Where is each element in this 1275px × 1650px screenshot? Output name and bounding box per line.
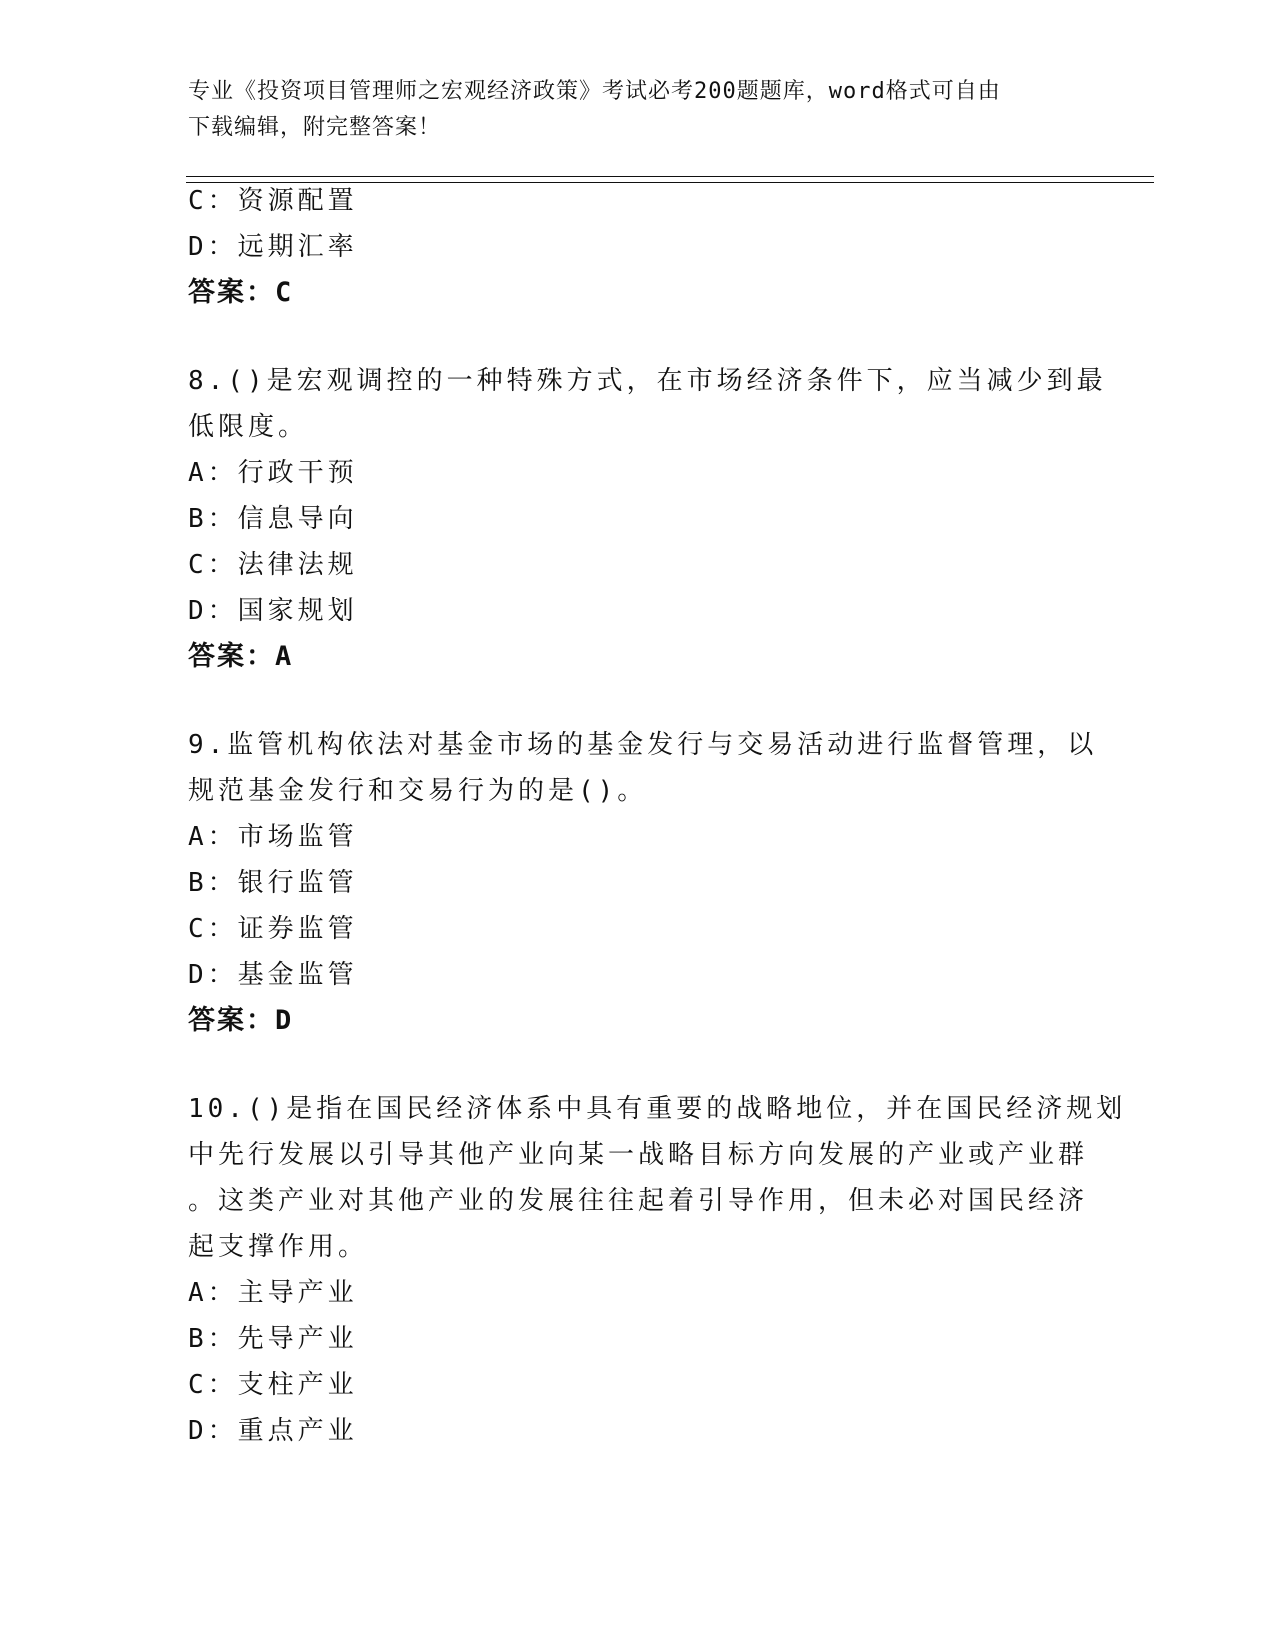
option-c: C：法律法规 xyxy=(188,550,358,580)
option-b: B：银行监管 xyxy=(188,868,358,898)
question-text-line: 起支撑作用。 xyxy=(188,1232,369,1262)
question-10 xyxy=(188,1086,1127,1454)
question-text-line: 低限度。 xyxy=(188,412,309,442)
option-b: B：信息导向 xyxy=(188,504,358,534)
option-b: B：先导产业 xyxy=(188,1324,358,1354)
question-text-line: 10.()是指在国民经济体系中具有重要的战略地位，并在国民经济规划 xyxy=(188,1094,1127,1124)
question-text-line: 9.监管机构依法对基金市场的基金发行与交易活动进行监督管理，以 xyxy=(188,730,1098,760)
question-8 xyxy=(188,358,1107,680)
answer-line: 答案：D xyxy=(188,1005,294,1036)
question-9 xyxy=(188,722,1098,1044)
document-header xyxy=(188,74,1088,146)
previous-question-tail xyxy=(188,178,1078,316)
option-d: D：国家规划 xyxy=(188,596,358,626)
answer-line: 答案：C xyxy=(188,277,294,308)
answer-line: 答案：A xyxy=(188,641,294,672)
header-line-1: 专业《投资项目管理师之宏观经济政策》考试必考200题题库，word格式可自由 xyxy=(188,79,1001,104)
question-text-line: 中先行发展以引导其他产业向某一战略目标方向发展的产业或产业群 xyxy=(188,1140,1089,1170)
question-content xyxy=(188,178,1127,1454)
option-a: A：主导产业 xyxy=(188,1278,358,1308)
option-a: A：行政干预 xyxy=(188,458,358,488)
question-text-line: 规范基金发行和交易行为的是()。 xyxy=(188,776,648,806)
header-divider-top xyxy=(186,176,1154,177)
question-text-line: 。这类产业对其他产业的发展往往起着引导作用，但未必对国民经济 xyxy=(188,1186,1089,1216)
option-d: D：远期汇率 xyxy=(188,232,358,262)
option-c: C：证券监管 xyxy=(188,914,358,944)
header-line-2: 下载编辑，附完整答案！ xyxy=(188,115,442,140)
option-a: A：市场监管 xyxy=(188,822,358,852)
option-c: C：支柱产业 xyxy=(188,1370,358,1400)
question-text-line: 8.()是宏观调控的一种特殊方式，在市场经济条件下，应当减少到最 xyxy=(188,366,1107,396)
option-d: D：重点产业 xyxy=(188,1416,358,1446)
option-c: C：资源配置 xyxy=(188,186,358,216)
option-d: D：基金监管 xyxy=(188,960,358,990)
